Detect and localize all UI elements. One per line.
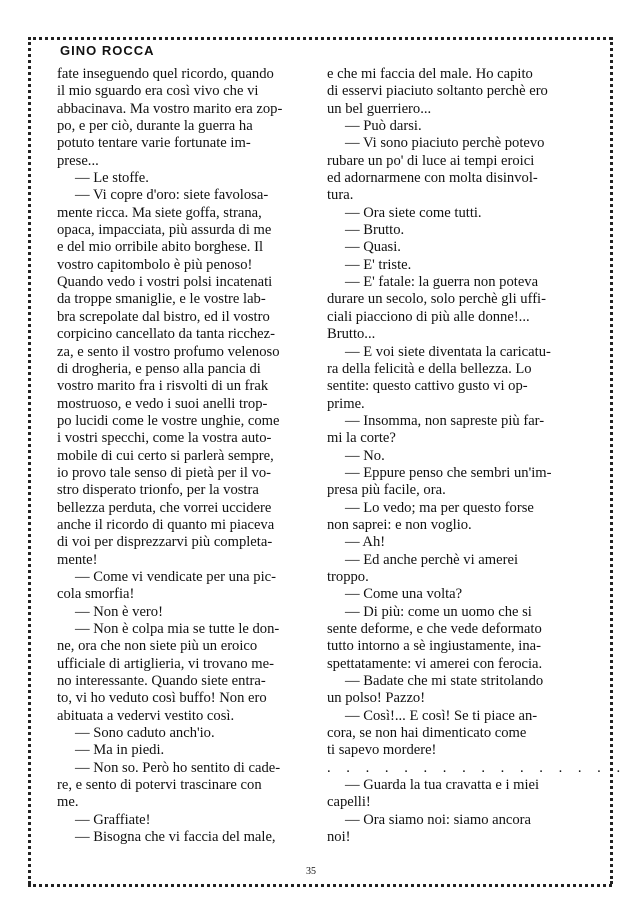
page-number: 35	[306, 866, 316, 877]
text-line: un polso! Pazzo!	[327, 690, 426, 707]
text-line: capelli!	[327, 794, 371, 811]
text-line: za, e sento il vostro profumo velenoso	[57, 343, 280, 360]
text-line: corpicino cancellato da tanta ricchez-	[57, 326, 275, 343]
text-line: — Ora siamo noi: siamo ancora	[345, 811, 532, 828]
text-line: — Così!... E così! Se ti piace an-	[345, 707, 538, 724]
text-line: io provo tale senso di pietà per il vo-	[57, 464, 271, 481]
text-line: ne, ora che non siete più un eroico	[57, 638, 258, 655]
text-line: di esservi piaciuto soltanto perchè ero	[327, 83, 548, 100]
text-line: tutto intorno a sè ingiustamente, ina-	[327, 638, 541, 655]
text-line: troppo.	[327, 568, 369, 585]
text-line: — Badate che mi state stritolando	[345, 673, 544, 690]
text-line: mobile di cui certo si parlerà sempre,	[57, 447, 274, 464]
text-line: potuto tentare varie fortunate im-	[57, 135, 251, 152]
dotted-border-right	[610, 37, 613, 884]
text-line: rubare un po' di luce ai tempi eroici	[327, 152, 535, 169]
text-line: prime.	[327, 395, 365, 412]
text-line: po, e per ciò, durante la guerra ha	[57, 118, 253, 135]
text-line: — Sono caduto anch'io.	[75, 725, 215, 742]
text-line: — Brutto.	[345, 222, 405, 239]
text-line: fate inseguendo quel ricordo, quando	[57, 66, 274, 82]
right-text-column	[327, 66, 626, 846]
text-line: opaca, impacciata, più assurda di me	[57, 222, 272, 239]
text-line: Quando vedo i vostri polsi incatenati	[57, 274, 273, 291]
text-line: bra screpolate dal bistro, ed il vostro	[57, 308, 270, 325]
text-line: tura.	[327, 187, 354, 204]
left-text-column	[57, 66, 309, 846]
text-line: — Vi sono piaciuto perchè potevo	[345, 135, 545, 152]
text-line: abbacinava. Ma vostro marito era zop-	[57, 100, 283, 117]
text-line: sentite: questo cattivo gusto vi op-	[327, 378, 528, 395]
dotted-border-bottom	[28, 884, 612, 887]
text-line: mente ricca. Ma siete goffa, strana,	[57, 204, 262, 221]
text-line: — Vi copre d'oro: siete favolosa-	[75, 187, 269, 204]
text-line: vostro capitombolo è più penoso!	[57, 256, 253, 273]
text-line: ed adornarmene con molta disinvol-	[327, 170, 538, 187]
text-line: — Non so. Però ho sentito di cade-	[75, 759, 281, 776]
text-line: — Graffiate!	[75, 811, 151, 828]
text-line: cola smorfia!	[57, 586, 135, 603]
text-line: prese...	[57, 152, 99, 169]
text-line: — Insomma, non sapreste più far-	[345, 412, 545, 429]
text-line: — Bisogna che vi faccia del male,	[75, 829, 276, 846]
text-line: ti sapevo mordere!	[327, 742, 437, 759]
text-line: un bel guerriero...	[327, 100, 432, 117]
text-line: sente deforme, e che vede deformato	[327, 621, 542, 637]
text-line: non saprei: e non voglio.	[327, 516, 472, 533]
text-line: — Non è colpa mia se tutte le don-	[75, 621, 280, 637]
text-line: presa più facile, ora.	[327, 482, 446, 499]
text-line: — E' triste.	[345, 256, 412, 273]
text-line: — Lo vedo; ma per questo forse	[345, 499, 534, 516]
text-line: mente!	[57, 551, 98, 568]
text-line: . . . . . . . . . . . . . . . .	[327, 759, 626, 776]
text-line: e che mi faccia del male. Ho capito	[327, 66, 533, 82]
text-line: — Come una volta?	[345, 586, 463, 603]
text-line: me.	[57, 794, 79, 811]
text-line: noi!	[327, 829, 351, 846]
text-line: — Quasi.	[345, 239, 401, 256]
text-line: abituata a vedervi vestito così.	[57, 707, 235, 724]
text-line: vostro marito fra i risvolti di un frak	[57, 378, 269, 395]
text-line: — E voi siete diventata la caricatu-	[345, 343, 551, 360]
text-line: Brutto...	[327, 326, 376, 343]
text-line: cora, se non hai dimenticato come	[327, 725, 527, 742]
running-header-author: GINO ROCCA	[60, 43, 155, 58]
text-line: e del mio orribile abito borghese. Il	[57, 239, 264, 256]
text-line: di voi per disprezzarvi più completa-	[57, 534, 273, 551]
text-line: ciali piacciono di più alle donne!...	[327, 308, 530, 325]
text-line: di drogheria, e penso alla pancia di	[57, 360, 261, 377]
text-line: — Ma in piedi.	[75, 742, 165, 759]
text-line: spettatamente: vi amerei con ferocia.	[327, 655, 543, 672]
text-line: — No.	[345, 447, 385, 464]
text-line: no interessante. Quando siete entra-	[57, 673, 266, 690]
text-line: — Guarda la tua cravatta e i miei	[345, 777, 540, 794]
text-line: — Ora siete come tutti.	[345, 204, 482, 221]
text-line: ufficiale di artiglieria, vi trovano me-	[57, 655, 274, 672]
text-line: — Ed anche perchè vi amerei	[345, 551, 519, 568]
dotted-border-left	[28, 37, 31, 884]
text-line: anche il ricordo di quanto mi piaceva	[57, 516, 275, 533]
text-line: bellezza perduta, che vorrei uccidere	[57, 499, 272, 516]
text-line: — Eppure penso che sembri un'im-	[345, 464, 552, 481]
text-line: — Non è vero!	[75, 603, 163, 620]
text-line: — Può darsi.	[345, 118, 422, 135]
text-line: to, vi ho veduto così buffo! Non ero	[57, 690, 267, 707]
text-line: re, e sento di potervi trascinare con	[57, 777, 262, 794]
text-line: durare un secolo, solo perchè gli uffi-	[327, 291, 546, 308]
dotted-border-top	[28, 37, 612, 40]
text-line: mi la corte?	[327, 430, 396, 447]
text-line: — E' fatale: la guerra non poteva	[345, 274, 539, 291]
text-line: — Ah!	[345, 534, 386, 551]
text-line: il mio sguardo era così vivo che vi	[57, 83, 259, 100]
text-line: da troppe smaniglie, e le vostre lab-	[57, 291, 266, 308]
text-line: mostruoso, e vedo i suoi anelli trop-	[57, 395, 268, 412]
text-line: — Le stoffe.	[75, 170, 149, 187]
text-line: stro disperato trionfo, per la vostra	[57, 482, 259, 499]
text-line: — Di più: come un uomo che si	[345, 603, 532, 620]
text-line: i vostri specchi, come la vostra auto-	[57, 430, 272, 447]
text-line: po lucidi come le vostre unghie, come	[57, 412, 280, 429]
text-line: — Come vi vendicate per una pic-	[75, 568, 276, 585]
text-line: ra della felicità e della bellezza. Lo	[327, 360, 532, 377]
